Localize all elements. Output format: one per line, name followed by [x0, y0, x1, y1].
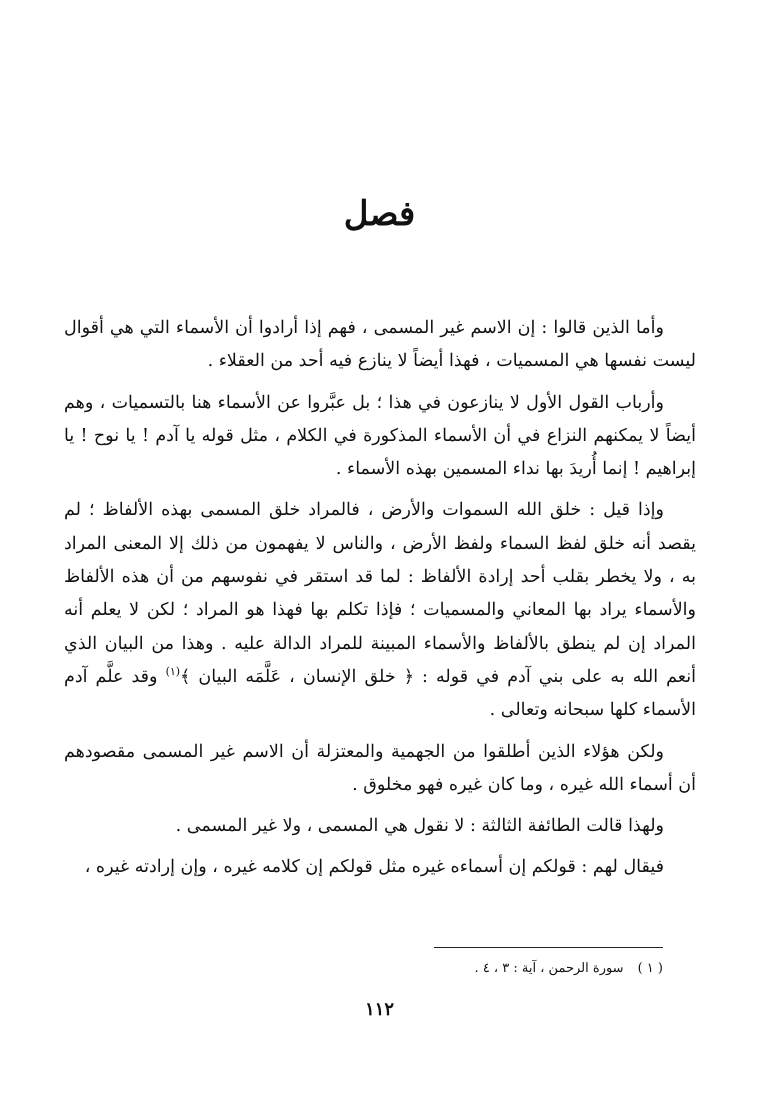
footnote-text: سورة الرحمن ، آية : ٣ ، ٤ .: [474, 961, 624, 976]
page-number: ١١٢: [364, 999, 394, 1020]
footnote: [263, 958, 663, 980]
paragraph-2: وأرباب القول الأول لا ينازعون في هذا ؛ بل عبَّروا عن الأسماء هنا بالتسميات ، وهم أيضاً لا يمكنهم النزاع في أن الأسماء المذكورة في الكلام ، مثل قوله يا آدم ! يا نوح ! يا إبراهيم ! إنما أُريدَ بها نداء المسمين بهذه الأسماء .: [64, 392, 696, 480]
quran-quote: ﴿ خلق الإنسان ، عَلَّمَه البيان ﴾: [180, 666, 414, 687]
paragraph-3-text: وإذا قيل : خلق الله السموات والأرض ، فالمراد خلق المسمى بهذه الألفاظ ؛ لم يقصد أنه خلق لفظ السماء ولفظ الأرض ، والناس لا يفهمون من ذلك إلا المعنى المراد به ، ولا يخطر بقلب أحد إرادة الألفاظ : لما قد استقر في نفوسهم من أن هذه الألفاظ والأسماء يراد بها المعاني والمسميات ؛ فإذا تكلم بها فهذا هو المراد ؛ لكن لا يعلم أنه المراد إن لم ينطق بالألفاظ والأسماء المبينة للمراد الدالة عليه . وهذا من البيان الذي أنعم الله به على بني آدم في قوله :: [64, 500, 696, 687]
paragraph-6: فيقال لهم : قولكم إن أسماءه غيره مثل قولكم إن كلامه غيره ، وإن إرادته غيره ،: [84, 857, 664, 878]
body-text: [64, 312, 696, 893]
footnote-number: ( ١ ): [637, 961, 663, 976]
paragraph-4: ولكن هؤلاء الذين أطلقوا من الجهمية والمعتزلة أن الاسم غير المسمى مقصودهم أن أسماء الله غيره ، وما كان غيره فهو مخلوق .: [64, 741, 696, 795]
paragraph-1: وأما الذين قالوا : إن الاسم غير المسمى ، فهم إذا أرادوا أن الأسماء التي هي أقوال ليست نفسها هي المسميات ، فهذا أيضاً لا ينازع فيه أحد من العقلاء .: [64, 318, 696, 372]
paragraph-5: ولهذا قالت الطائفة الثالثة : لا نقول هي المسمى ، ولا غير المسمى .: [175, 816, 664, 837]
section-heading: فصل: [343, 194, 416, 234]
paragraph-3: [64, 494, 696, 727]
paragraph-3-end: وقد علَّم آدم الأسماء كلها سبحانه وتعالى .: [64, 666, 696, 721]
footnote-reference: (١): [165, 665, 181, 679]
footnote-divider: [434, 947, 663, 948]
